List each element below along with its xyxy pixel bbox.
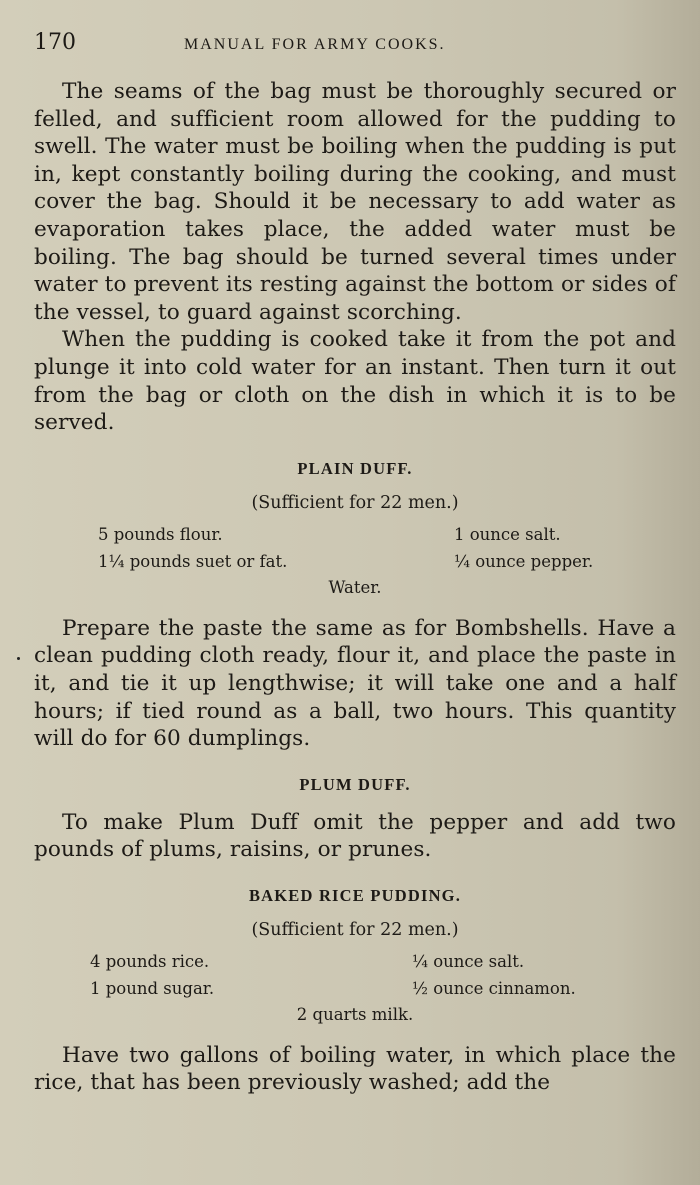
directions-plum-duff: To make Plum Duff omit the pepper and add two pounds of plums, raisins, or prunes.: [34, 809, 676, 863]
serves-baked-rice-pudding: (Sufficient for 22 men.): [251, 919, 459, 940]
ingredient: 1¼ pounds suet or fat.: [98, 551, 288, 571]
recipe-title-plain-duff: PLAIN DUFF.: [297, 458, 413, 478]
page-number: 170: [34, 30, 76, 55]
ingredient: 5 pounds flour.: [98, 524, 223, 544]
ingredient-milk: 2 quarts milk.: [296, 1004, 414, 1024]
directions-baked-rice-pudding: Have two gallons of boiling water, in which place the rice, that has been previously washed; add the: [34, 1042, 676, 1096]
ingredient: 4 pounds rice.: [90, 951, 210, 971]
ingredient: 1 ounce salt.: [454, 524, 561, 544]
ink-speck: [17, 657, 20, 660]
recipe-title-baked-rice-pudding: BAKED RICE PUDDING.: [248, 885, 462, 905]
directions-plain-duff: Prepare the paste the same as for Bombshells. Have a clean pudding cloth ready, flour it, and place the paste in it, and tie it up lengthwise; it will take one and a half hours; if tied round as a ball, two hours. This quantity will do for 60 dumplings.: [34, 615, 676, 752]
ingredient: ¼ ounce pepper.: [454, 551, 594, 571]
running-title: MANUAL FOR ARMY COOKS.: [184, 36, 446, 53]
running-head: [34, 30, 676, 60]
ingredient: 1 pound sugar.: [90, 978, 215, 998]
ingredient: ½ ounce cinnamon.: [412, 978, 576, 998]
paragraph-bag-seams: The seams of the bag must be thoroughly secured or felled, and sufficient room allowed for the pudding to swell. The water must be boiling when the pudding is put in, kept constantly boiling during the cooking, and must cover the bag. Should it be necessary to add water as evaporation takes place, the added water must be boiling. The bag should be turned several times under water to prevent its resting against the bottom or sides of the vessel, to guard against scorching.: [34, 79, 676, 325]
ingredients-plain-duff: [34, 521, 676, 575]
ingredients-baked-rice-pudding: [34, 948, 676, 1002]
serves-plain-duff: (Sufficient for 22 men.): [251, 492, 459, 513]
ingredient-water: Water.: [328, 577, 382, 597]
recipe-title-plum-duff: PLUM DUFF.: [299, 774, 411, 794]
paragraph-remove-pudding: When the pudding is cooked take it from the pot and plunge it into cold water for an instant. Then turn it out from the bag or cloth on the dish in which it is to be served.: [34, 327, 676, 436]
ingredient: ¼ ounce salt.: [412, 951, 525, 971]
